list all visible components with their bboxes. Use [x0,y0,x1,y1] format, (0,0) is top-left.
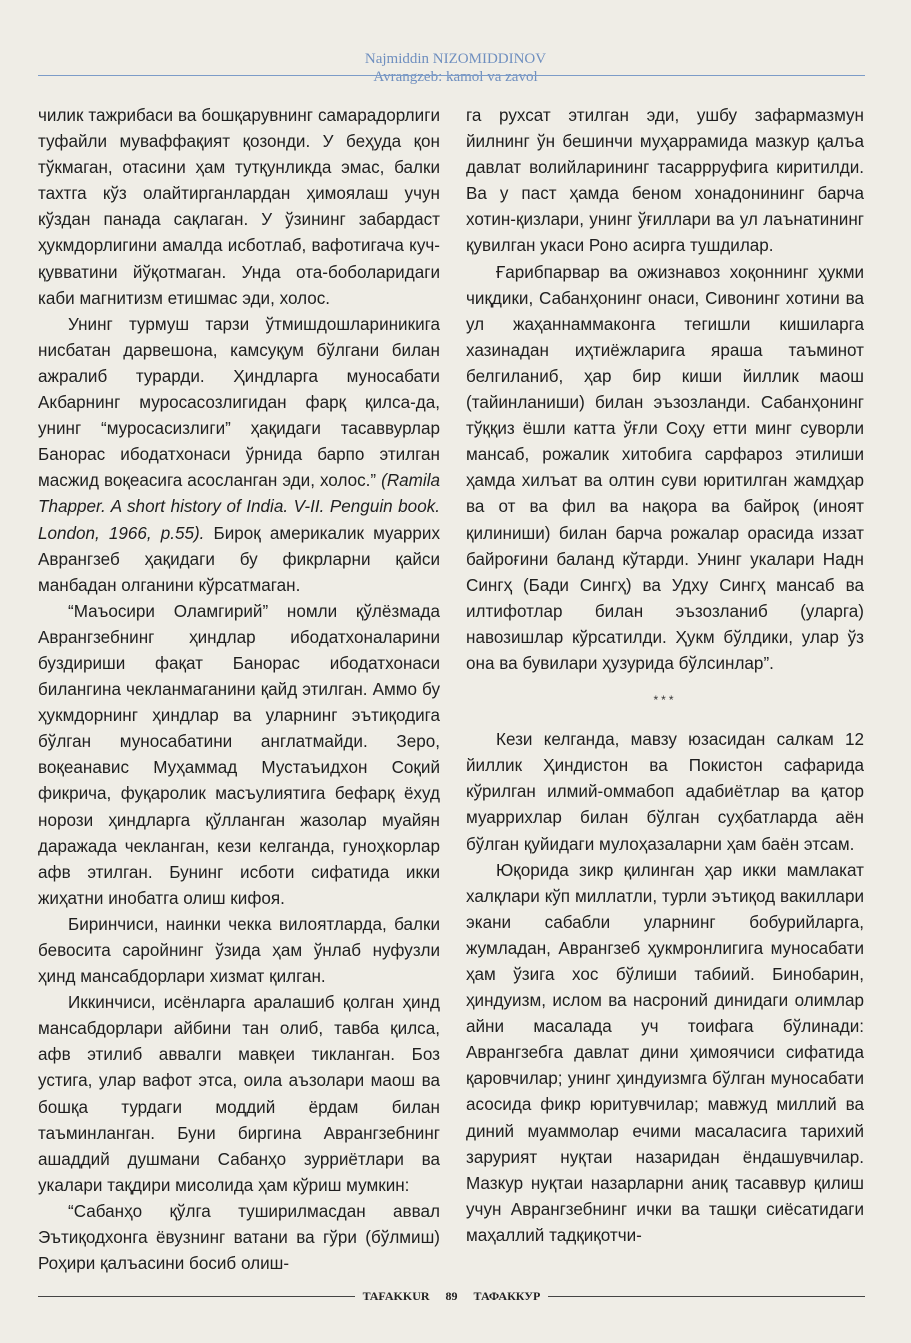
right-column [466,103,864,1249]
citation: (Ramila Thapper. A short history of India. V-II. Penguin book. London, 1966, p.55). [38,471,441,543]
paragraph: Ғарибпарвар ва ожизнавоз хоқоннинг ҳукми чиқдики, Сабанҳонинг онаси, Сивонинг хотини ва ул жаҳаннаммаконга тегишли кишиларга хазинадан иҳтиёжларига яраша таъминот белгиланиб, ҳар бир киши йиллик маош (тайинланиши) билан эъзозланди. Сабанҳонинг тўққиз ёшли катта ўғли Соҳу етти минг суворли мансаб, рожалик хитобига сарфароз этилиши ҳамда хилъат ва олтин суви юритилган жамдҳар ва от ва фил ва нақора ва байроқ (иноят қилиниши) билан барча рожалар орасида иззат байроғини баланд кўтарди. Унинг укалари Надн Сингҳ (Бади Сингҳ) ва Удху Сингҳ мансаб ва илтифотлар билан эъзозланиб (уларга) навозишлар кўрсатилди. Ҳукм бўлдики, улар ўз она ва бувилари ҳузурида бўлсинлар”. [466,262,864,673]
running-header [0,50,911,86]
paragraph-text: Унинг турмуш тарзи ўтмишдошлариникига нисбатан дарвешона, камсуқум бўлгани билан ажралиб турарди. Ҳиндларга муносабати Акбарнинг муросасозлигидан фарқ қилса-да, унинг “муросасизлиги” ҳақидаги тасаввурлар Банорас ибодатхонаси ўрнида барпо этилган масжид воқеасига асосланган эди, холос.” [38,314,440,491]
paragraph-text: Бироқ америкалик муаррих Аврангзеб ҳақидаги бу фикрларни қайси манбадан олганини кўрсатмаган. [38,523,440,595]
left-column [38,103,440,1277]
paragraph: Юқорида зикр қилинган ҳар икки мамлакат халқлари кўп миллатли, турли эътиқод вакиллари экани сабабли уларнинг бобурийларга, жумладан, Аврангзеб ҳукмронлигига муносабати ҳам ўзига хос бўлиши табиий. Бинобарин, ҳиндуизм, ислом ва насроний динидаги олимлар айни масалада уч тоифага бўлинади: Аврангзебга давлат дини ҳимоячиси сифатида қаровчилар; унинг ҳиндуизмга бўлган муносабати асосида фикр юритувчилар; мавжуд миллий ва диний муаммолар ечими масаласига тарихий зарурият нуқтаи назаридан ёндашувчилар. Мазкур нуқтаи назарларни аниқ тасаввур қилиш учун Аврангзебнинг ички ва ташқи сиёсатидаги маҳаллий тадқиқотчи- [466,860,864,1245]
page-number: 89 [445,1288,458,1303]
section-separator: *** [653,693,677,708]
header-author: Najmiddin NIZOMIDDINOV [364,51,547,67]
paragraph: га рухсат этилган эди, ушбу зафармазмун йилнинг ўн бешинчи муҳаррамида мазкур қалъа давлат волийларининг тасаррруфига киритилди. Ва у паст ҳамда беном хонадонининг барча хотин-қизлари, унинг ўғиллари ва ул лаънатининг қувилган укаси Роно асирга тушдилар. [466,106,864,256]
page-footer [38,1286,865,1306]
footer-journal-cyrillic: ТАФАККУР [473,1288,541,1303]
paragraph: Биринчиси, наинки чекка вилоятларда, балки бевосита саройнинг ўзида ҳам ўнлаб нуфузли ҳинд мансабдорлари хизмат қилган. [38,914,440,987]
footer-rule-right [548,1296,865,1297]
paragraph: чилик тажрибаси ва бошқарувнинг самарадорлиги туфайли муваффақият қозонди. У беҳуда қон тўкмаган, отасини ҳам тутқунликда эмас, балки тахтга кўз олайтирганлардан ҳимоялаш учун кўздан панада сақлаган. У ўзининг забардаст ҳукмдорлигини амалда исботлаб, вафотигача куч-қувватини йўқотмаган. Унда ота-боболаридаги каби магнитизм етишмас эди, холос. [38,106,440,308]
paragraph: Кези келганда, мавзу юзасидан салкам 12 йиллик Ҳиндистон ва Покистон сафарида кўрилган илмий-оммабоп адабиётлар ва қатор муаррихлар билан бўлган суҳбатларда аён бўлган қуйидаги мулоҳазаларни ҳам баён этсам. [466,730,864,854]
paragraph: “Сабанҳо қўлга туширилмасдан аввал Эътиқодхонга ёвузнинг ватани ва гўри (бўлмиш) Роҳири қалъасини босиб олиш- [38,1201,440,1274]
header-rule [38,75,865,76]
footer-journal-latin: TAFAKKUR [362,1288,430,1303]
footer-rule-left [38,1296,355,1297]
header-title: Avrangzeb: kamol va zavol [373,69,538,85]
paragraph [38,312,440,599]
paragraph: “Маъосири Оламгирий” номли қўлёзмада Аврангзебнинг ҳиндлар ибодатхоналарини буздириши фақат Банорас ибодатхонаси билангина чекланмаганини қайд этилган. Аммо бу ҳукмдорнинг ҳиндлар ва уларнинг эътиқодига бўлган муносабатини англатмайди. Зеро, воқеанавис Муҳаммад Мустаъидхон Соқий фикрича, фуқаролик масъулиятига бефарқ ёхуд норози ҳиндларга қўлланган жазолар муайян даражада чекланган, кези келганда, гуноҳкорлар афв этилган. Бунинг исботи сифатида икки жиҳатни инобатга олиш кифоя. [38,601,440,908]
paragraph: Иккинчиси, исёнларга аралашиб қолган ҳинд мансабдорлари айбини тан олиб, тавба қилса, афв этилиб аввалги мавқеи тикланган. Боз устига, улар вафот этса, оила аъзолари маош ва бошқа турдаги моддий ёрдам билан таъминланган. Буни биргина Аврангзебнинг ашаддий душмани Сабанҳо зурриётлари ва укалари тақдири мисолида ҳам кўриш мумкин: [38,993,440,1195]
